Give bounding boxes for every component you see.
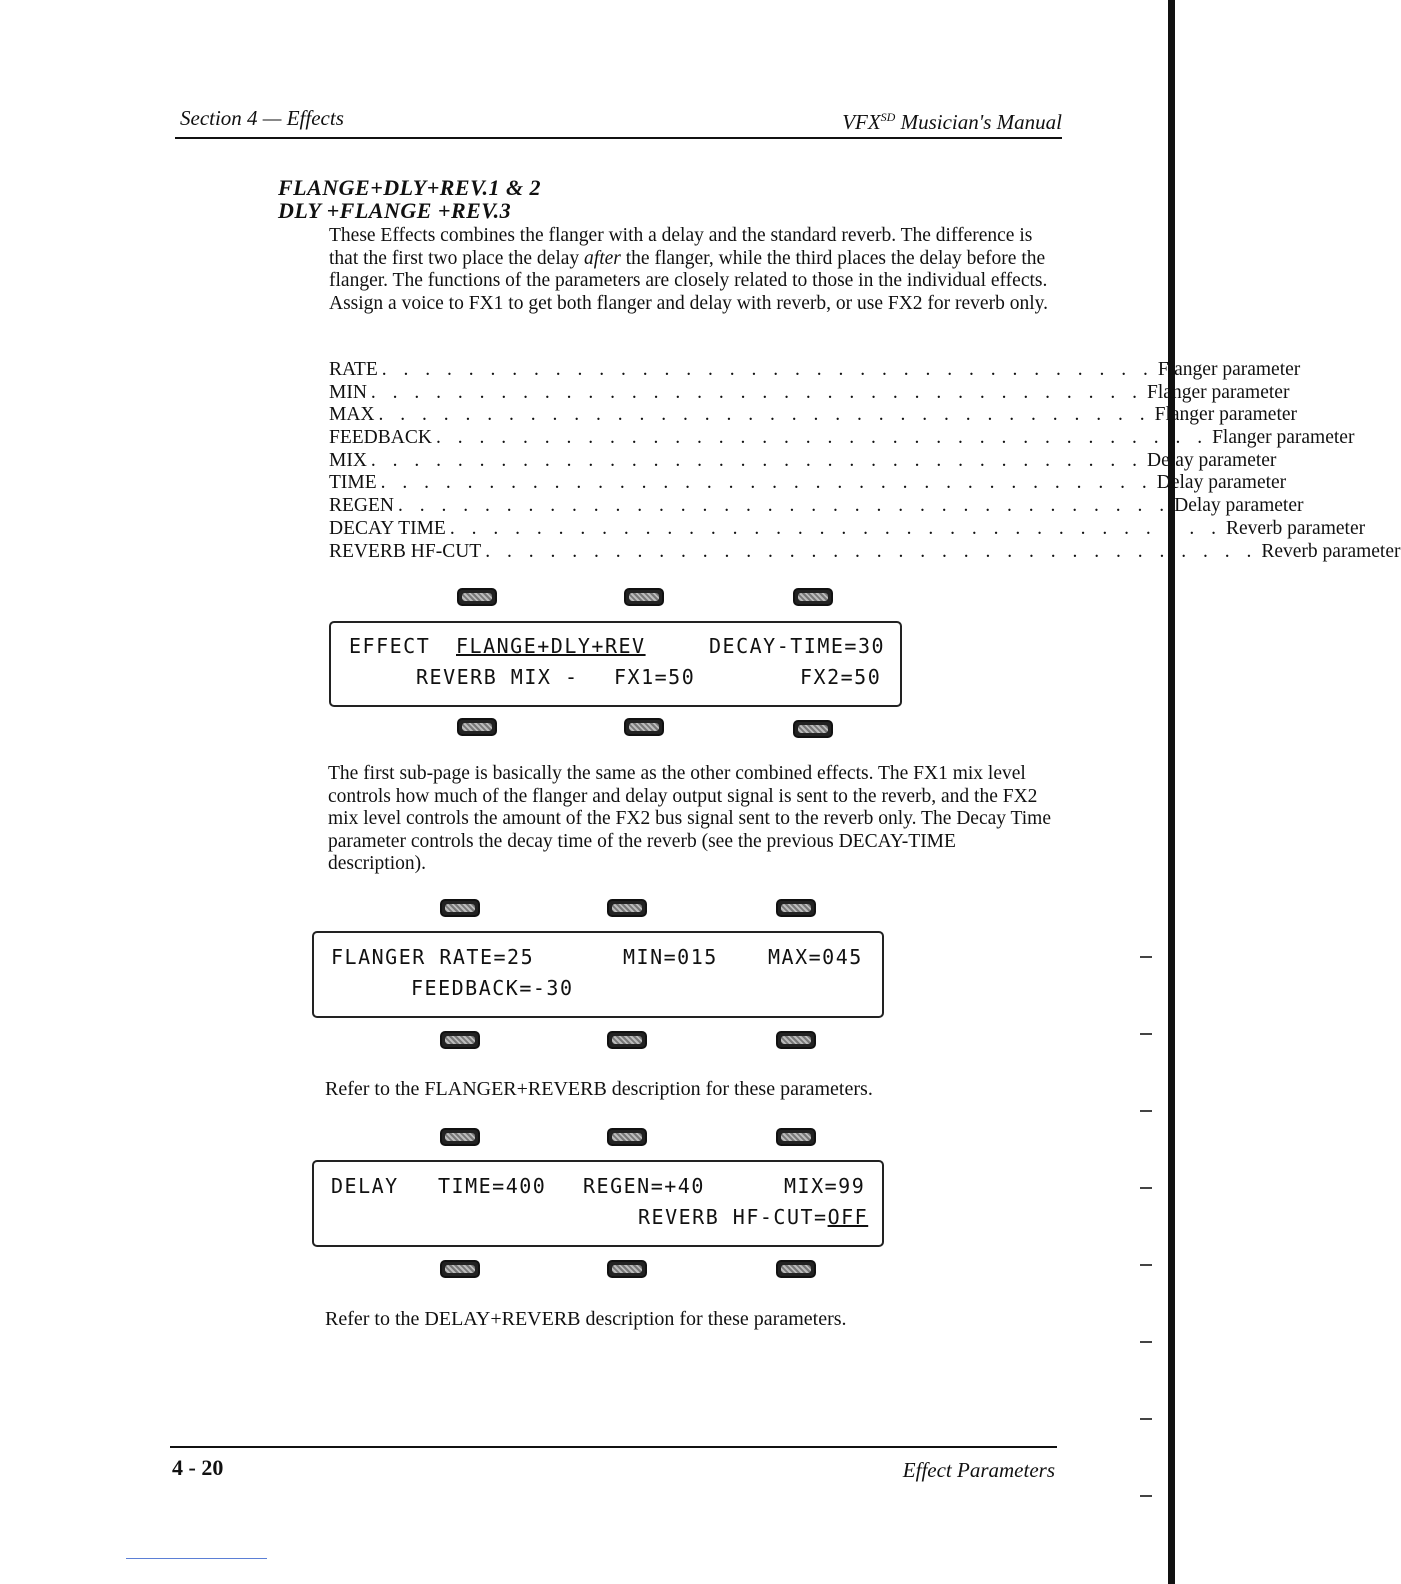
page-number: 4 - 20 xyxy=(172,1455,224,1480)
parameter-name: REGEN xyxy=(329,495,394,517)
soft-button[interactable] xyxy=(607,1260,647,1278)
parameter-row xyxy=(329,381,1290,405)
manual-suffix: Musician's Manual xyxy=(895,110,1062,134)
soft-button[interactable] xyxy=(440,1031,480,1049)
soft-button[interactable] xyxy=(607,1128,647,1146)
parameter-description: Flanger parameter xyxy=(1212,427,1355,449)
parameter-name: MIN xyxy=(329,381,367,403)
margin-mark xyxy=(1140,1495,1152,1497)
lcd-display-page-2 xyxy=(312,931,884,1018)
margin-mark xyxy=(1140,1187,1152,1189)
lcd-min: MIN=015 xyxy=(623,945,718,969)
lcd-delay: DELAY xyxy=(331,1174,399,1198)
leader-dots: . . . . . . . . . . . . . . . . . . . . . . . . . . . . . . . . . . . . xyxy=(380,472,1153,494)
intro-text-a: These Effects combines the flanger with a delay and the standard reverb. The difference is that the first two place the delay xyxy=(329,225,1033,269)
lcd-feedback: FEEDBACK=-30 xyxy=(411,976,574,1000)
lcd-decay-time: DECAY-TIME=30 xyxy=(709,634,886,658)
parameter-name: TIME xyxy=(329,472,377,494)
lcd-fx2: FX2=50 xyxy=(800,665,882,689)
header-rule xyxy=(175,137,1062,139)
lcd-effect-label: EFFECT xyxy=(349,634,431,658)
margin-mark xyxy=(1140,1033,1152,1035)
parameter-row xyxy=(329,472,1287,495)
soft-button[interactable] xyxy=(440,1128,480,1146)
parameter-row xyxy=(329,517,1366,541)
soft-button[interactable] xyxy=(793,588,833,606)
parameter-description: Reverb parameter xyxy=(1225,517,1366,539)
parameter-row xyxy=(329,449,1277,473)
soft-button[interactable] xyxy=(457,718,497,736)
parameter-row xyxy=(329,427,1355,450)
leader-dots: . . . . . . . . . . . . . . . . . . . . . . . . . . . . . . . . . . . . xyxy=(381,359,1154,380)
parameter-description: Delay parameter xyxy=(1174,495,1304,517)
running-header-manual xyxy=(700,110,1062,135)
lcd-display-page-3 xyxy=(312,1160,884,1247)
effect-title-2: DLY +FLANGE +REV.3 xyxy=(278,198,512,223)
soft-button[interactable] xyxy=(624,718,664,736)
soft-button[interactable] xyxy=(776,899,816,917)
parameter-name: RATE xyxy=(329,359,378,380)
soft-button[interactable] xyxy=(440,899,480,917)
intro-italic: after xyxy=(584,247,621,269)
manual-name: VFX xyxy=(842,110,881,134)
footer-rule xyxy=(170,1446,1057,1448)
soft-button[interactable] xyxy=(457,588,497,606)
lcd-fx1: FX1=50 xyxy=(614,665,696,689)
leader-dots: . . . . . . . . . . . . . . . . . . . . . . . . . . . . . . . . . . . . xyxy=(370,381,1144,403)
leader-dots: . . . . . . . . . . . . . . . . . . . . . . . . . . . . . . . . . . . . xyxy=(370,449,1144,471)
scan-artifact-line xyxy=(126,1558,267,1559)
soft-button[interactable] xyxy=(607,899,647,917)
parameter-name: MAX xyxy=(329,404,375,426)
soft-button[interactable] xyxy=(793,720,833,738)
parameter-description: Delay parameter xyxy=(1156,472,1287,494)
soft-button[interactable] xyxy=(776,1128,816,1146)
margin-mark xyxy=(1140,956,1152,958)
parameter-row xyxy=(329,495,1304,518)
soft-button[interactable] xyxy=(624,588,664,606)
parameter-name: REVERB HF-CUT xyxy=(329,540,482,562)
parameter-description: Delay parameter xyxy=(1147,449,1277,471)
lcd-time: TIME=400 xyxy=(438,1174,547,1198)
intro-paragraph xyxy=(329,225,1049,315)
parameter-row xyxy=(329,404,1298,427)
parameter-row xyxy=(329,540,1401,564)
soft-button[interactable] xyxy=(776,1031,816,1049)
leader-dots: . . . . . . . . . . . . . . . . . . . . . . . . . . . . . . . . . . . . xyxy=(378,404,1151,426)
margin-mark xyxy=(1140,1341,1152,1343)
leader-dots: . . . . . . . . . . . . . . . . . . . . . . . . . . . . . . . . . . . . xyxy=(398,495,1171,517)
lcd-regen: REGEN=+40 xyxy=(583,1174,705,1198)
running-header-section: Section 4 — Effects xyxy=(180,106,344,130)
intro-text-b: the flanger, while the third places the delay before the flanger. The functions of the parameters are closely related to those in the individual effects. Assign a voice to FX1 to get both flanger and delay with reverb, or use FX2 for reverb only. xyxy=(329,247,1048,314)
parameter-description: Reverb parameter xyxy=(1261,540,1401,562)
lcd-hfcut-value: OFF xyxy=(827,1205,869,1229)
margin-mark xyxy=(1140,1264,1152,1266)
leader-dots: . . . . . . . . . . . . . . . . . . . . . . . . . . . . . . . . . . . . xyxy=(485,540,1258,562)
parameter-description: Flanger parameter xyxy=(1154,404,1298,426)
soft-button[interactable] xyxy=(776,1260,816,1278)
parameter-row xyxy=(329,359,1301,382)
delay-reference: Refer to the DELAY+REVERB description for these parameters. xyxy=(325,1308,847,1330)
leader-dots: . . . . . . . . . . . . . . . . . . . . . . . . . . . . . . . . . . . . xyxy=(435,427,1209,449)
soft-button[interactable] xyxy=(440,1260,480,1278)
flanger-reference: Refer to the FLANGER+REVERB description for these parameters. xyxy=(325,1078,873,1100)
soft-button[interactable] xyxy=(607,1031,647,1049)
parameter-name: DECAY TIME xyxy=(329,517,446,539)
lcd-display-page-1 xyxy=(329,621,902,707)
lcd-effect-value: FLANGE+DLY+REV xyxy=(456,634,646,658)
leader-dots: . . . . . . . . . . . . . . . . . . . . . . . . . . . . . . . . . . . . xyxy=(449,517,1222,539)
lcd-hfcut xyxy=(638,1205,868,1229)
parameter-description: Flanger parameter xyxy=(1157,359,1301,380)
lcd-reverb-mix: REVERB MIX - xyxy=(416,665,579,689)
effect-title-1: FLANGE+DLY+REV.1 & 2 xyxy=(278,175,542,200)
margin-mark xyxy=(1140,1418,1152,1420)
parameter-name: MIX xyxy=(329,449,367,471)
parameter-name: FEEDBACK xyxy=(329,427,432,449)
footer-title: Effect Parameters xyxy=(902,1458,1055,1482)
lcd-hfcut-label: REVERB HF-CUT= xyxy=(638,1205,828,1229)
page-edge-bar xyxy=(1168,0,1175,1584)
lcd-max: MAX=045 xyxy=(768,945,863,969)
parameter-list xyxy=(329,359,1401,563)
manual-superscript: SD xyxy=(880,110,896,124)
parameter-description: Flanger parameter xyxy=(1147,381,1290,403)
margin-mark xyxy=(1140,1110,1152,1112)
lcd-mix: MIX=99 xyxy=(784,1174,866,1198)
subpage-paragraph: The first sub-page is basically the same as the other combined effects. The FX1 mix level controls how much of the flanger and delay output signal is sent to the reverb, and the FX2 mix level controls the amount of the FX2 bus signal sent to the reverb only. The Decay Time parameter controls the decay time of the reverb (see the previous DECAY-TIME description). xyxy=(328,763,1052,874)
lcd-flanger-rate: FLANGER RATE=25 xyxy=(331,945,535,969)
